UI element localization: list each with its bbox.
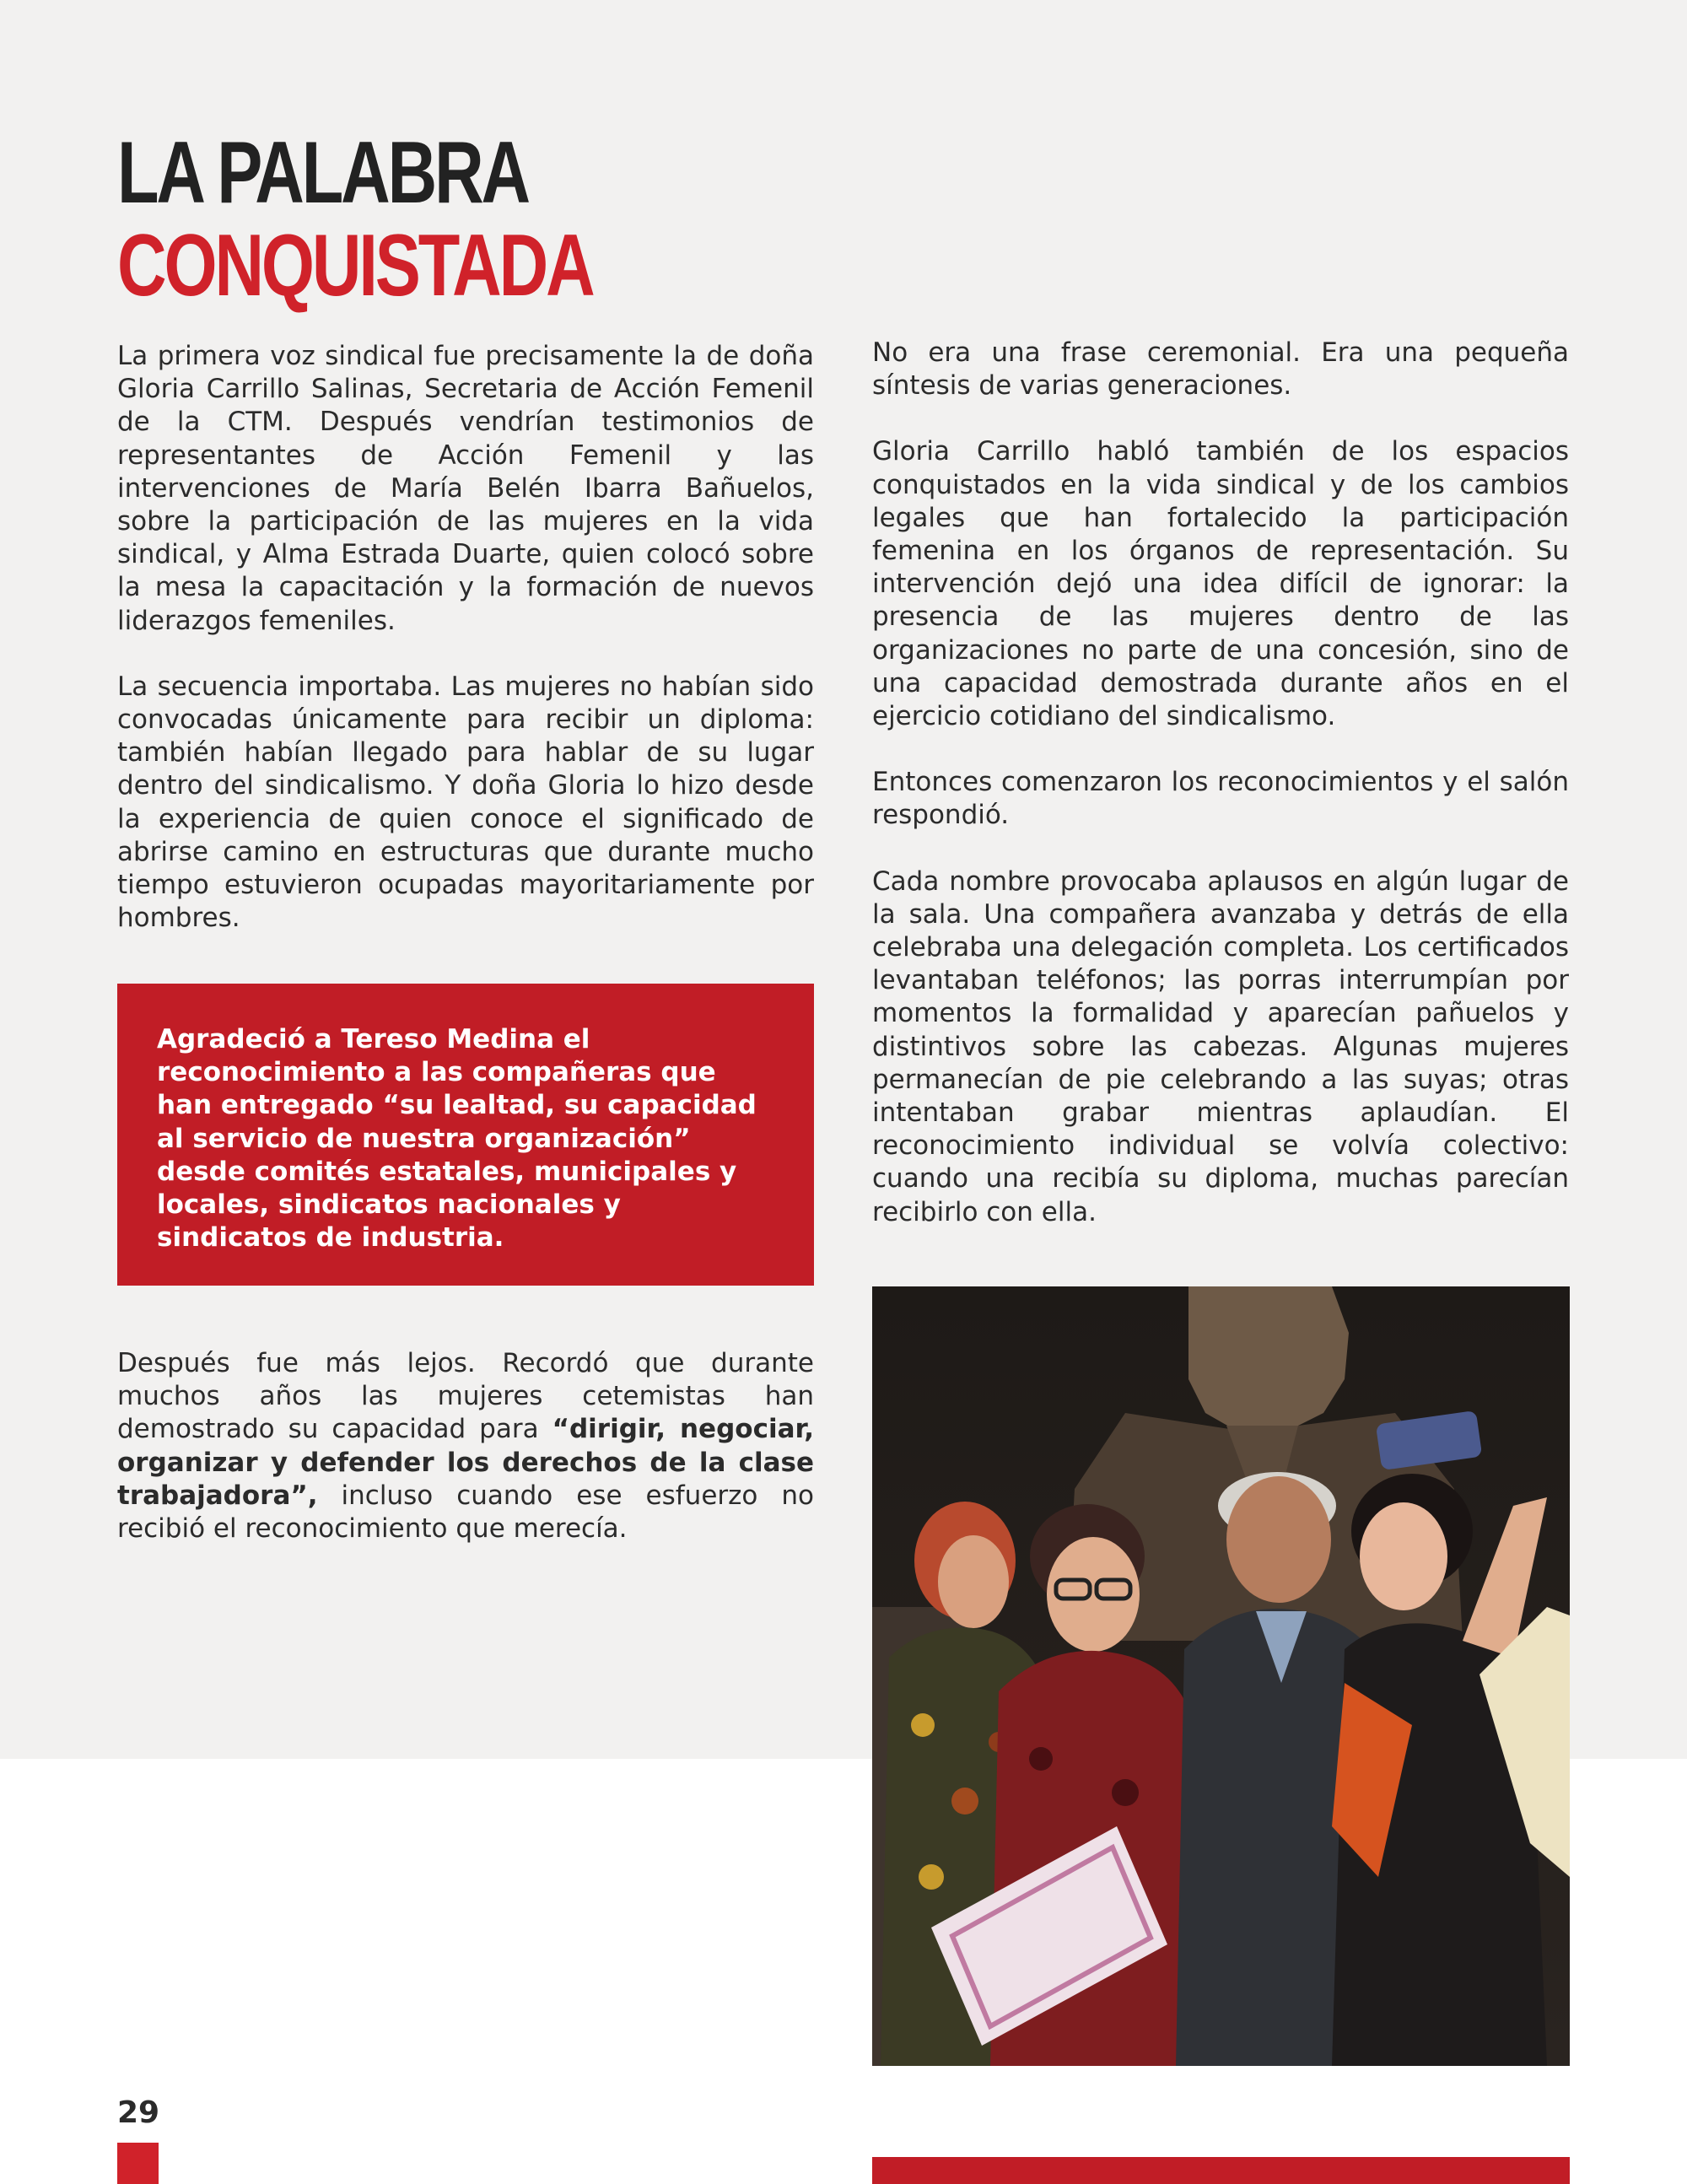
right-column: [872, 337, 1569, 1262]
footer-red-bar: [872, 2157, 1570, 2184]
paragraph-7: Cada nombre provocaba aplausos en algún lugar de la sala. Una compañera avanzaba y detrás de ella celebraba una delegación completa. Los certificados levantaban teléfonos; las porras interrumpían por momentos la formalidad y aparecían pañuelos y distintivos sobre las cabezas. Algunas mujeres permanecían de pie celebrando a las suyas; otras intentaban grabar mientras aplaudían. El reconocimiento individual se volvía colectivo: cuando una recibía su diploma, muchas parecían recibirlo con ella.: [872, 866, 1569, 1227]
paragraph-3-end: incluso cuando ese esfuerzo no recibió el reconocimiento que merecía.: [117, 1480, 814, 1545]
pull-quote-text: Agradeció a Tereso Medina el reconocimiento a las compañeras que han entregado “su lealtad, su capacidad al servicio de nuestra organización” desde comités estatales, municipales y locales, sindicatos nacionales y sindicatos de industria.: [157, 1024, 757, 1254]
title-line-2: CONQUISTADA: [117, 217, 593, 315]
left-column-bottom: [117, 1347, 814, 1578]
page-number-accent: [117, 2143, 159, 2184]
paragraph-2: La secuencia importaba. Las mujeres no habían sido convocadas únicamente para recibir un diploma: también habían llegado para hablar de su lugar dentro del sindicalismo. Y doña Gloria lo hizo desde la experiencia de quien conoce el significado de abrirse camino en estructuras que durante mucho tiempo estuvieron ocupadas mayoritariamente por hombres.: [117, 671, 814, 934]
paragraph-3-start: Después fue más lejos. Recordó que durante muchos años las mujeres cetemistas han demostrado su capacidad para: [117, 1348, 814, 1445]
paragraph-3-bold-quote: “dirigir, negociar, organizar y defender los derechos de la clase trabajadora”,: [117, 1414, 815, 1511]
event-photo: [872, 1286, 1570, 2066]
title-line-1: LA PALABRA: [117, 124, 529, 222]
pull-quote-box: [117, 984, 814, 1286]
paragraph-4: No era una frase ceremonial. Era una pequeña síntesis de varias generaciones.: [872, 337, 1569, 402]
event-photo-illustration: [872, 1286, 1570, 2066]
page-number: 29: [117, 2095, 160, 2130]
paragraph-6: Entonces comenzaron los reconocimientos y el salón respondió.: [872, 767, 1569, 831]
paragraph-1: La primera voz sindical fue precisamente la de doña Gloria Carrillo Salinas, Secretaria de Acción Femenil de la CTM. Después vendrían testimonios de representantes de Acción Femenil y las intervenciones de María Belén Ibarra Bañuelos, sobre la participación de las mujeres en la vida sindical, y Alma Estrada Duarte, quien colocó sobre la mesa la capacitación y la formación de nuevos liderazgos femeniles.: [117, 341, 814, 636]
paragraph-3: [117, 1347, 814, 1545]
left-column-top: [117, 340, 814, 968]
paragraph-5: Gloria Carrillo habló también de los espacios conquistados en la vida sindical y de los cambios legales que han fortalecido la participación femenina en los órganos de representación. Su intervención dejó una idea difícil de ignorar: la presencia de las mujeres dentro de las organizaciones no parte de una concesión, sino de una capacidad demostrada durante años en el ejercicio cotidiano del sindicalismo.: [872, 436, 1569, 732]
article-title: [117, 124, 593, 315]
